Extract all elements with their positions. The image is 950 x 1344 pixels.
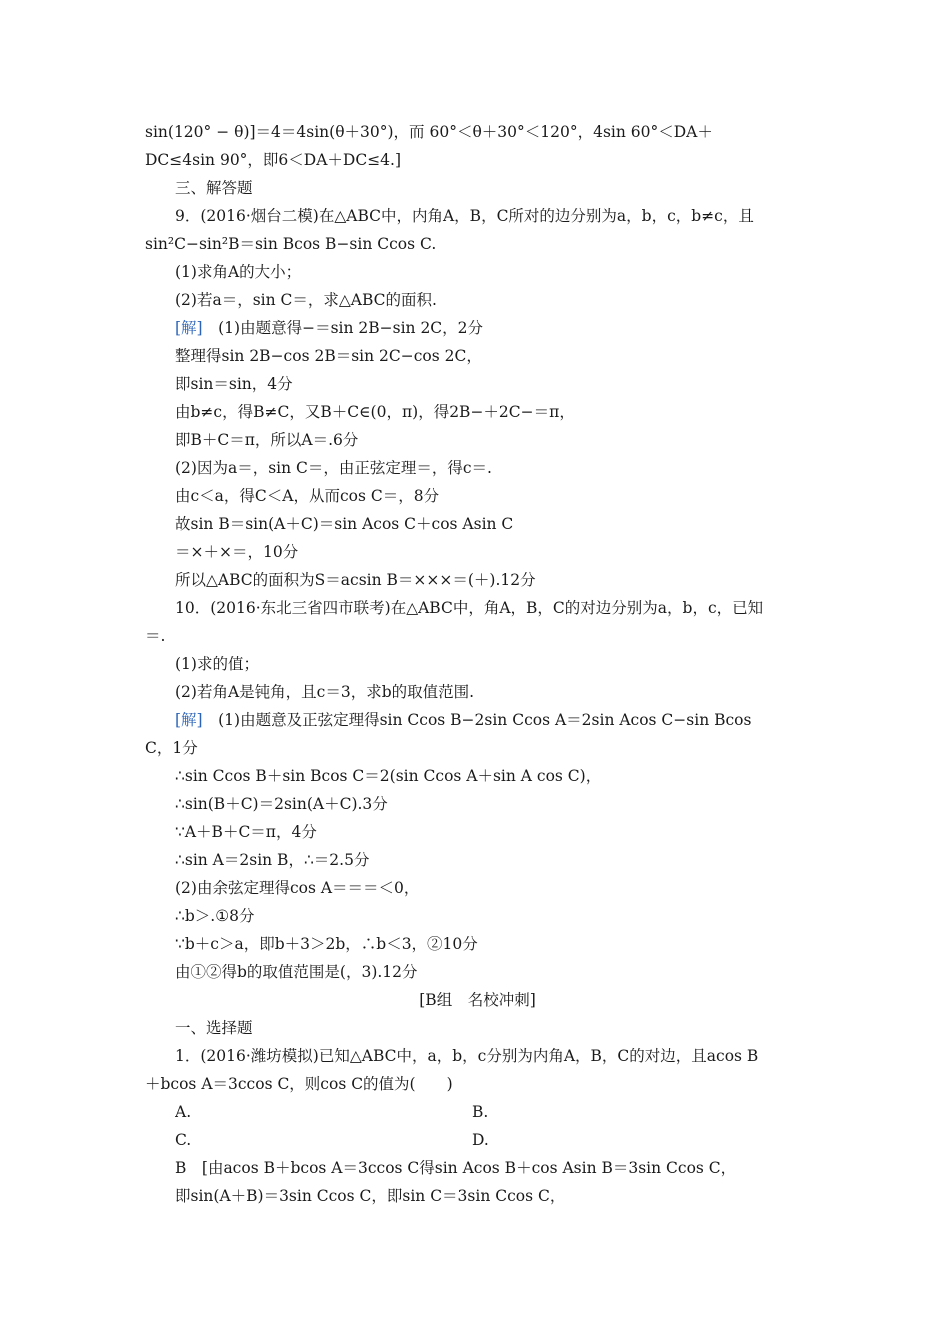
text-line: DC≤4sin 90°，即6＜DA＋DC≤4.] (145, 151, 402, 169)
text-line: 故sin B＝sin(A＋C)＝sin Acos C＋cos Asin C (175, 515, 514, 533)
choice-row (175, 1130, 810, 1150)
text-line: ∴sin A＝2sin B，∴＝2.5分 (175, 851, 370, 869)
group-heading: [B组 名校冲刺] (419, 991, 536, 1009)
choice-a: A. (175, 1103, 192, 1121)
text-line: 由①②得b的取值范围是(，3).12分 (175, 963, 418, 981)
text-line: (2)若角A是钝角，且c＝3，求b的取值范围. (175, 683, 475, 701)
text-line: ＝×＋×＝，10分 (175, 543, 299, 561)
text-line: ∴b＞.①8分 (175, 907, 255, 925)
solution-label: [解] (175, 319, 203, 337)
text-line: ∵b＋c＞a，即b＋3＞2b，∴b＜3，②10分 (175, 935, 478, 953)
text-line: (1)求角A的大小； (175, 263, 302, 281)
choice-row (175, 1102, 810, 1122)
text-line: 即sin(A＋B)＝3sin Ccos C，即sin C＝3sin Ccos C， (175, 1187, 566, 1205)
text-line: ＋bcos A＝3ccos C，则cos C的值为( ) (145, 1075, 453, 1093)
section-heading: 三、解答题 (175, 179, 253, 197)
solution-text: (1)由题意得−＝sin 2B−sin 2C，2分 (218, 319, 484, 337)
problem-9-statement: 9．(2016·烟台二模)在△ABC中，内角A，B，C所对的边分别为a，b，c，b≠c，且 (175, 207, 754, 225)
text-line: sin(120° − θ)]＝4＝4sin(θ＋30°)，而 60°＜θ＋30°＜120°，4sin 60°＜DA＋ (145, 123, 713, 141)
section-heading: 一、选择题 (175, 1019, 253, 1037)
solution-text: (1)由题意及正弦定理得sin Ccos B−2sin Ccos A＝2sin Acos C−sin Bcos (218, 711, 752, 729)
solution-line (175, 318, 810, 338)
solution-line (175, 710, 810, 730)
text-line: ∵A＋B＋C＝π，4分 (175, 823, 317, 841)
choice-d: D. (472, 1131, 489, 1149)
text-line: ＝. (145, 627, 166, 645)
problem-10-statement: 10．(2016·东北三省四市联考)在△ABC中，角A，B，C的对边分别为a，b，c，已知 (175, 599, 764, 617)
text-line: 由b≠c，得B≠C，又B＋C∈(0，π)，得2B−＋2C−＝π， (175, 403, 575, 421)
choice-b: B. (472, 1103, 489, 1121)
text-line: 即sin＝sin，4分 (175, 375, 293, 393)
text-line: (2)若a＝，sin C＝，求△ABC的面积. (175, 291, 437, 309)
text-line: 整理得sin 2B−cos 2B＝sin 2C−cos 2C， (175, 347, 482, 365)
text-line: C，1分 (145, 739, 198, 757)
text-line: 所以△ABC的面积为S＝acsin B＝×××＝(＋).12分 (175, 571, 536, 589)
text-line: (2)由余弦定理得cos A＝＝＝＜0， (175, 879, 420, 897)
choice-c: C. (175, 1131, 192, 1149)
text-line: ∴sin Ccos B＋sin Bcos C＝2(sin Ccos A＋sin A cos C)， (175, 767, 602, 785)
text-line: (1)求的值； (175, 655, 259, 673)
text-line: (2)因为a＝，sin C＝，由正弦定理＝，得c＝. (175, 459, 492, 477)
text-line: 即B＋C＝π，所以A＝.6分 (175, 431, 359, 449)
problem-1-statement: 1．(2016·潍坊模拟)已知△ABC中，a，b，c分别为内角A，B，C的对边，且acos B (175, 1047, 759, 1065)
text-line: 由c＜a，得C＜A，从而cos C＝，8分 (175, 487, 440, 505)
text-line: ∴sin(B＋C)＝2sin(A＋C).3分 (175, 795, 388, 813)
answer-line: B [由acos B＋bcos A＝3ccos C得sin Acos B＋cos Asin B＝3sin Ccos C， (175, 1159, 737, 1177)
solution-label: [解] (175, 711, 203, 729)
text-line: sin²C−sin²B＝sin Bcos B−sin Ccos C. (145, 235, 437, 253)
